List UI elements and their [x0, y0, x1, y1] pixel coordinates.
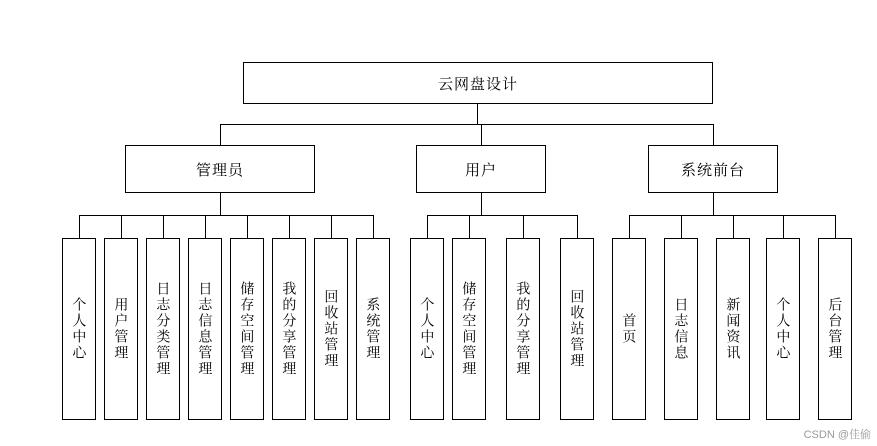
connector-user-bus — [427, 215, 577, 216]
connector-admin-bus — [79, 215, 374, 216]
connector-user-stem — [481, 193, 482, 215]
node-user-recycle-bin-management: 回收站管理 — [560, 238, 594, 420]
node-user-personal-center: 个人中心 — [410, 238, 444, 420]
connector-admin-drop-2 — [121, 215, 122, 238]
connector-user-drop-4 — [577, 215, 578, 238]
node-admin-storage-space-management: 储存空间管理 — [230, 238, 264, 420]
connector-frontend-drop-4 — [783, 215, 784, 238]
node-frontend-log-info: 日志信息 — [664, 238, 698, 420]
node-user-storage-space-management: 储存空间管理 — [452, 238, 486, 420]
connector-admin-stem — [220, 193, 221, 215]
connector-frontend-bus — [629, 215, 835, 216]
connector-user-drop-1 — [427, 215, 428, 238]
node-user: 用户 — [416, 145, 546, 193]
connector-frontend-drop-3 — [733, 215, 734, 238]
node-admin-recycle-bin-management: 回收站管理 — [314, 238, 348, 420]
node-frontend-home: 首页 — [612, 238, 646, 420]
node-frontend-backend-management: 后台管理 — [818, 238, 852, 420]
connector-frontend-stem — [713, 193, 714, 215]
node-admin-personal-center: 个人中心 — [62, 238, 96, 420]
connector-admin-drop-7 — [331, 215, 332, 238]
node-admin-my-share-management: 我的分享管理 — [272, 238, 306, 420]
connector-user-down — [481, 124, 482, 145]
watermark: CSDN @佳偷 — [803, 429, 871, 441]
connector-admin-drop-6 — [289, 215, 290, 238]
node-admin: 管理员 — [125, 145, 315, 193]
connector-frontend-drop-5 — [835, 215, 836, 238]
node-admin-user-management: 用户管理 — [104, 238, 138, 420]
connector-user-drop-2 — [469, 215, 470, 238]
connector-admin-drop-1 — [79, 215, 80, 238]
node-frontend: 系统前台 — [648, 145, 778, 193]
connector-admin-drop-8 — [373, 215, 374, 238]
node-admin-system-management: 系统管理 — [356, 238, 390, 420]
connector-admin-down — [220, 124, 221, 145]
node-frontend-personal-center: 个人中心 — [766, 238, 800, 420]
node-frontend-news: 新闻资讯 — [716, 238, 750, 420]
node-admin-log-category-management: 日志分类管理 — [146, 238, 180, 420]
connector-admin-drop-3 — [163, 215, 164, 238]
node-user-my-share-management: 我的分享管理 — [506, 238, 540, 420]
node-admin-log-info-management: 日志信息管理 — [188, 238, 222, 420]
connector-admin-drop-5 — [247, 215, 248, 238]
connector-admin-drop-4 — [205, 215, 206, 238]
connector-frontend-down — [713, 124, 714, 145]
connector-root-down — [477, 104, 478, 124]
connector-frontend-drop-1 — [629, 215, 630, 238]
connector-user-drop-3 — [523, 215, 524, 238]
connector-level2-bus — [220, 124, 713, 125]
connector-frontend-drop-2 — [681, 215, 682, 238]
node-root: 云网盘设计 — [243, 62, 713, 104]
